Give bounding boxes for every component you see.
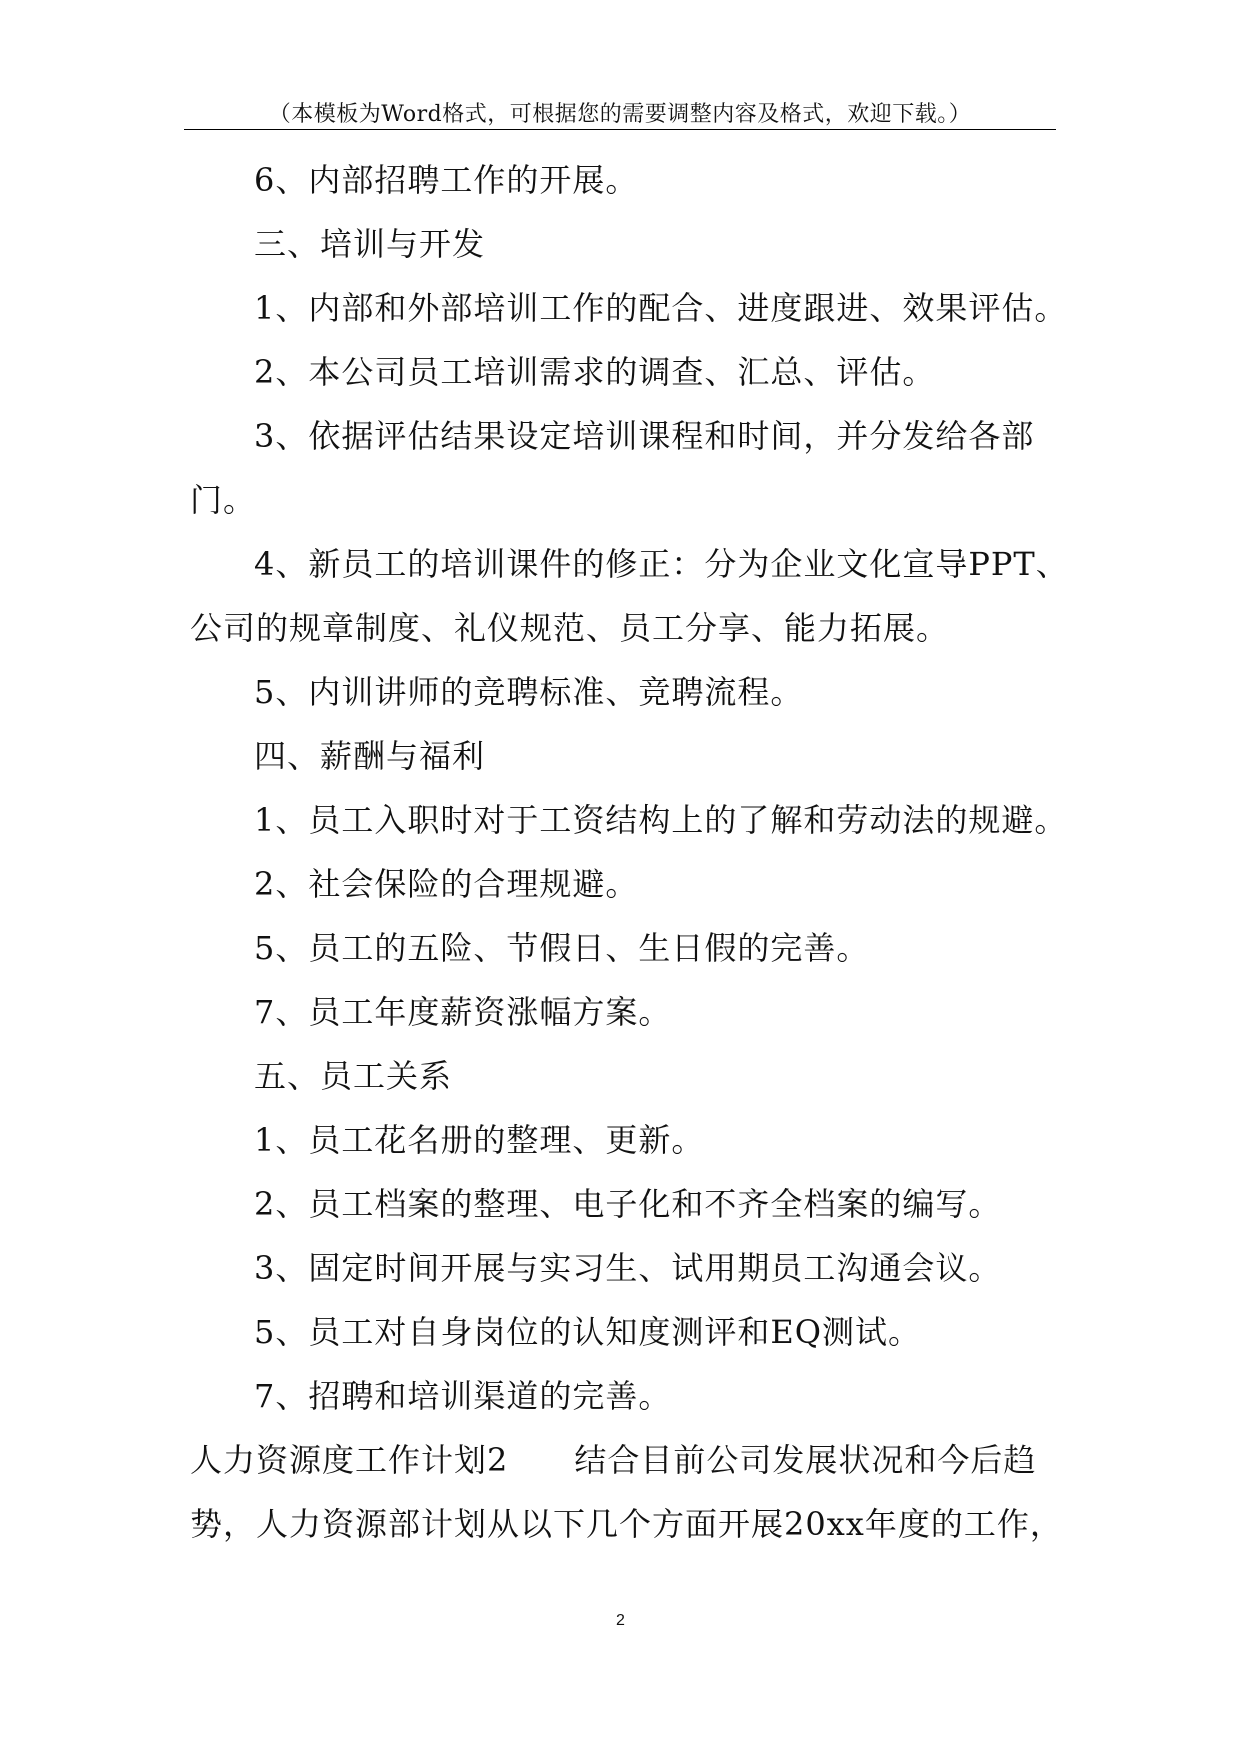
paragraph-line: 1、员工入职时对于工资结构上的了解和劳动法的规避。: [254, 801, 1068, 839]
paragraph-line: 2、员工档案的整理、电子化和不齐全档案的编写。: [254, 1185, 1002, 1223]
paragraph-line: 5、员工的五险、节假日、生日假的完善。: [254, 929, 870, 967]
paragraph-line: 2、社会保险的合理规避。: [254, 865, 639, 903]
paragraph-line: 2、本公司员工培训需求的调查、汇总、评估。: [254, 353, 936, 391]
section-heading: 三、培训与开发: [254, 225, 486, 263]
paragraph-line: 5、员工对自身岗位的认知度测评和EQ测试。: [254, 1313, 921, 1351]
header-divider: [184, 129, 1056, 130]
paragraph-line: 7、招聘和培训渠道的完善。: [254, 1377, 672, 1415]
document-title-line: 人力资源度工作计划2 结合目前公司发展状况和今后趋: [190, 1441, 1037, 1479]
paragraph-line-continued: 势，人力资源部计划从以下几个方面开展20xx年度的工作，: [190, 1505, 1063, 1543]
paragraph-line: 3、依据评估结果设定培训课程和时间，并分发给各部: [254, 417, 1035, 455]
paragraph-line-continued: 公司的规章制度、礼仪规范、员工分享、能力拓展。: [190, 609, 950, 647]
paragraph-line: 4、新员工的培训课件的修正：分为企业文化宣导PPT、: [254, 545, 1069, 583]
paragraph-line: 1、内部和外部培训工作的配合、进度跟进、效果评估。: [254, 289, 1068, 327]
paragraph-line: 6、内部招聘工作的开展。: [254, 161, 639, 199]
paragraph-line: 7、员工年度薪资涨幅方案。: [254, 993, 672, 1031]
template-note-header: （本模板为Word格式，可根据您的需要调整内容及格式，欢迎下载。）: [268, 102, 972, 127]
paragraph-line: 3、固定时间开展与实习生、试用期员工沟通会议。: [254, 1249, 1002, 1287]
paragraph-line-continued: 门。: [190, 481, 257, 519]
section-heading: 五、员工关系: [254, 1057, 453, 1095]
paragraph-line: 1、员工花名册的整理、更新。: [254, 1121, 705, 1159]
page-number: 2: [616, 1612, 625, 1629]
section-heading: 四、薪酬与福利: [254, 737, 486, 775]
paragraph-line: 5、内训讲师的竞聘标准、竞聘流程。: [254, 673, 804, 711]
